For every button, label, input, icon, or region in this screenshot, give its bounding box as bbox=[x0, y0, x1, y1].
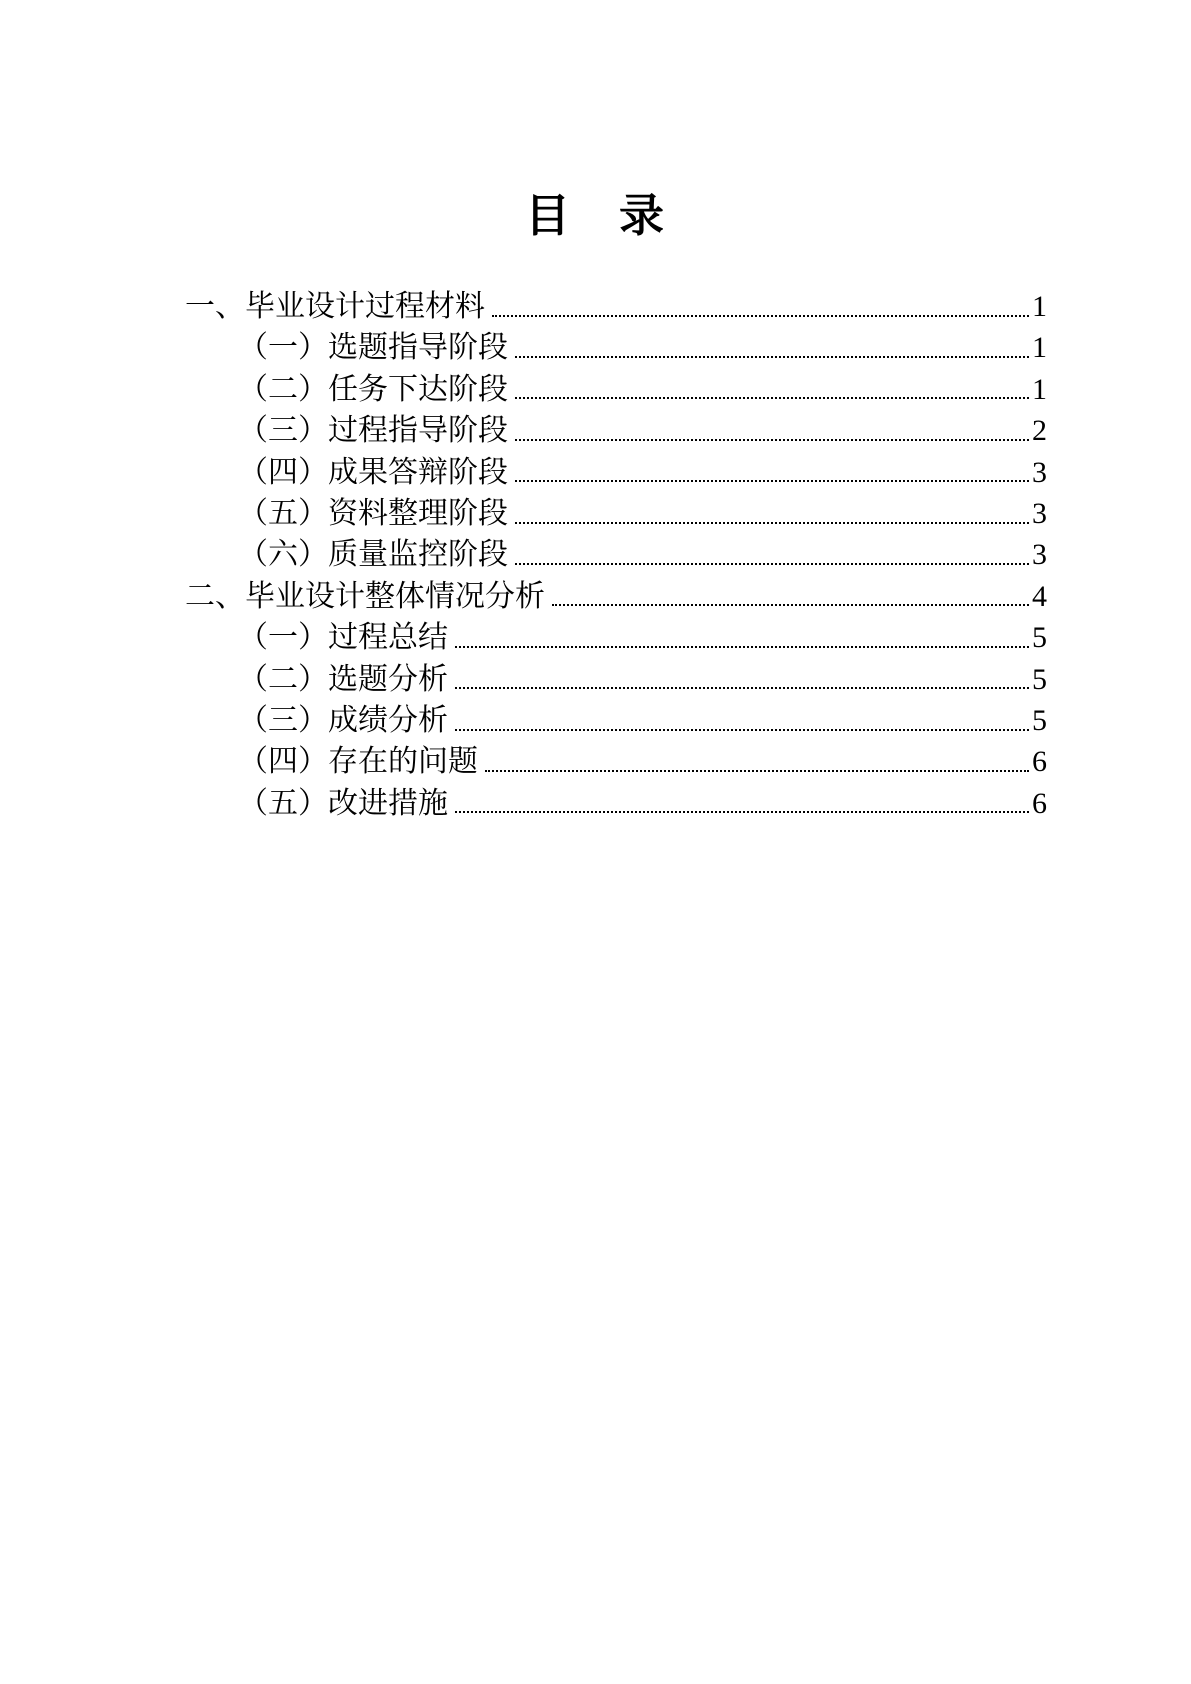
toc-entry[interactable] bbox=[185, 410, 1047, 451]
dot-leader bbox=[492, 315, 1029, 317]
dot-leader bbox=[485, 770, 1029, 772]
toc-entry-label: 一、毕业设计过程材料 bbox=[185, 290, 485, 323]
toc-entry-page-number: 5 bbox=[1032, 662, 1047, 696]
toc-entry-page-number: 3 bbox=[1032, 538, 1047, 572]
toc-entry-label: （三）过程指导阶段 bbox=[238, 414, 508, 448]
dot-leader bbox=[455, 811, 1029, 813]
toc-entry-page-number: 5 bbox=[1032, 621, 1047, 655]
toc-entry[interactable] bbox=[185, 741, 1047, 782]
toc-entry-label: （二）任务下达阶段 bbox=[238, 372, 508, 406]
toc-entry-label: （五）改进措施 bbox=[238, 786, 448, 820]
dot-leader bbox=[515, 480, 1029, 482]
toc-entry-label: （四）存在的问题 bbox=[238, 745, 478, 779]
dot-leader bbox=[552, 604, 1029, 606]
toc-entry-page-number: 1 bbox=[1032, 331, 1047, 365]
toc-entry-page-number: 6 bbox=[1032, 786, 1047, 820]
page-title: 目 录 bbox=[524, 190, 666, 241]
dot-leader bbox=[515, 397, 1029, 399]
toc-entry-page-number: 4 bbox=[1032, 579, 1047, 613]
toc-entry[interactable] bbox=[185, 783, 1047, 824]
toc-entry-page-number: 3 bbox=[1032, 496, 1047, 530]
toc-entry-label: （四）成果答辩阶段 bbox=[238, 455, 508, 489]
dot-leader bbox=[515, 563, 1029, 565]
toc-entry-label: （五）资料整理阶段 bbox=[238, 496, 508, 530]
toc-entry[interactable] bbox=[185, 286, 1047, 327]
toc-entry-label: （二）选题分析 bbox=[238, 662, 448, 696]
toc-entry-page-number: 1 bbox=[1032, 290, 1047, 323]
dot-leader bbox=[455, 687, 1029, 689]
toc-entry-label: （三）成绩分析 bbox=[238, 703, 448, 737]
toc-entry-label: 二、毕业设计整体情况分析 bbox=[185, 579, 545, 613]
toc-entry[interactable] bbox=[185, 576, 1047, 617]
dot-leader bbox=[515, 439, 1029, 441]
toc-entry-page-number: 1 bbox=[1032, 372, 1047, 406]
toc-entry-page-number: 6 bbox=[1032, 745, 1047, 779]
dot-leader bbox=[515, 356, 1029, 358]
dot-leader bbox=[515, 522, 1029, 524]
toc-entry[interactable] bbox=[185, 700, 1047, 741]
toc-entry-page-number: 5 bbox=[1032, 703, 1047, 737]
toc-entry[interactable] bbox=[185, 534, 1047, 575]
toc-entry[interactable] bbox=[185, 327, 1047, 368]
toc-entry[interactable] bbox=[185, 659, 1047, 700]
dot-leader bbox=[455, 646, 1029, 648]
toc-entry-label: （一）过程总结 bbox=[238, 621, 448, 655]
toc-entry[interactable] bbox=[185, 369, 1047, 410]
toc-entry-label: （六）质量监控阶段 bbox=[238, 538, 508, 572]
toc-entry-page-number: 3 bbox=[1032, 455, 1047, 489]
toc-entry-page-number: 2 bbox=[1032, 414, 1047, 448]
toc-entry[interactable] bbox=[185, 452, 1047, 493]
toc-entry[interactable] bbox=[185, 617, 1047, 658]
toc-entry-label: （一）选题指导阶段 bbox=[238, 331, 508, 365]
toc-entry[interactable] bbox=[185, 493, 1047, 534]
dot-leader bbox=[455, 729, 1029, 731]
table-of-contents bbox=[185, 286, 1047, 824]
